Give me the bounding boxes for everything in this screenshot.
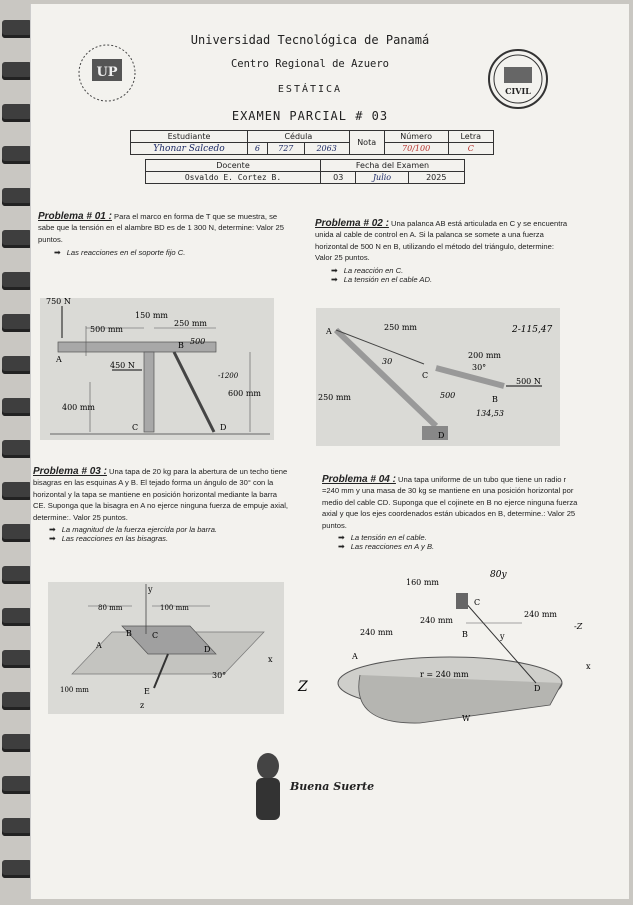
problem-1-title: Problema # 01 : [38, 211, 112, 222]
cedula-part-2: 727 [267, 143, 304, 155]
exam-day: 03 [321, 172, 356, 184]
utp-logo [66, 42, 148, 104]
roof-hatch-diagram [48, 582, 284, 714]
fig2-dim-250b: 250 mm [318, 393, 351, 402]
problem-3-title: Problema # 03 : [33, 466, 107, 477]
fig2-label-d: D [438, 431, 445, 440]
exam-title: EXAMEN PARCIAL # 03 [231, 109, 389, 123]
fig4-axis-x: x [586, 662, 591, 671]
fig4-dim-240-left: 240 mm [360, 628, 393, 637]
teacher-name: Osvaldo E. Cortez B. [146, 172, 321, 184]
problem-4-bullet-2: ➡ Las reacciones en A y B. [338, 542, 580, 551]
fig4-minus-z: -Z [574, 622, 583, 631]
exam-year: 2025 [408, 172, 464, 184]
fig2-label-b: B [492, 395, 498, 404]
t-frame-diagram [40, 298, 274, 440]
fig2-dim-250a: 250 mm [384, 323, 417, 332]
exam-month: Julio [356, 172, 408, 184]
fig3-label-e: E [144, 687, 150, 696]
fig4-weight: W [462, 714, 471, 723]
fig4-dim-240-mid: 240 mm [420, 616, 453, 625]
grade-number: 70/100 [384, 143, 448, 155]
fig1-label-c: C [132, 423, 139, 432]
fig4-z-handwritten: Z [298, 679, 308, 695]
problem-4-title: Problema # 04 : [322, 474, 396, 485]
problem-1-text: Para el marco en forma de T que se muestra, se sabe que la tensión en el alambre BD es de 1 300 N, determine: Valor 25 puntos. [38, 212, 284, 244]
student-name: Yhonar Salcedo [131, 143, 248, 155]
fig3-dim-100b: 100 mm [60, 686, 89, 694]
fig1-force-750: 750 N [46, 298, 71, 306]
pipe-lid-diagram [290, 565, 600, 725]
fig3-axis-z: z [140, 701, 145, 710]
grade-letter: C [448, 143, 493, 155]
problem-4-bullet-1: ➡ La tensión en el cable. [338, 533, 580, 542]
problem-1-bullet-1: ➡ Las reacciones en el soporte fijo C. [54, 248, 293, 257]
fig3-angle-30: 30° [212, 671, 227, 680]
fig4-note-80y: 80y [490, 570, 507, 580]
fig2-label-a: A [326, 327, 332, 336]
university-title: Universidad Tecnológica de Panamá [190, 33, 430, 47]
grade-total: 100 [414, 144, 431, 153]
subject-title: ESTÁTICA [277, 84, 343, 95]
fig1-label-d: D [220, 423, 227, 432]
fig4-label-a: A [352, 652, 358, 661]
problem-1 [38, 211, 293, 257]
fig3-dim-100: 100 mm [160, 604, 189, 612]
fig2-force-500: 500 N [516, 377, 541, 386]
figure-problem-1 [40, 298, 274, 440]
fig2-note-115: 2-115,47 [512, 325, 553, 335]
lever-diagram [316, 308, 560, 446]
fig1-note-1200: -1200 [218, 372, 239, 380]
label-student: Estudiante [131, 131, 248, 143]
fig2-angle-30: 30° [472, 363, 487, 372]
cedula-part-1: 6 [248, 143, 268, 155]
fig4-label-b: B [462, 630, 468, 639]
civil-logo [486, 47, 550, 111]
footer-text: Buena Suerte [290, 780, 375, 793]
problem-3 [33, 466, 291, 543]
fig3-label-b: B [126, 629, 132, 638]
student-info-table [130, 130, 494, 155]
label-docente: Docente [146, 160, 321, 172]
problem-3-text: Una tapa de 20 kg para la abertura de un techo tiene bisagras en las esquinas A y B. El tejado forma un ángulo de 30° con la horizontal y la tapa se mantiene en posición horizontal mediante la barra CE. Suponga que la bisagra en A no ejerce ninguna fuerza de empuje axial, determine:. Valor 25 puntos. [33, 467, 288, 522]
fig4-axis-y: y [500, 632, 505, 641]
figure-problem-2 [316, 308, 560, 446]
fig2-dim-200: 200 mm [468, 351, 501, 360]
fig3-label-d: D [204, 645, 211, 654]
fig4-dim-240-right: 240 mm [524, 610, 557, 619]
label-numero: Número [384, 131, 448, 143]
fig1-label-b: B [178, 341, 184, 350]
svg-text:CIVIL: CIVIL [505, 86, 531, 96]
label-cedula: Cédula [248, 131, 350, 143]
label-letra: Letra [448, 131, 493, 143]
problem-2-bullet-2: ➡ La tensión en el cable AD. [331, 275, 570, 284]
fig1-dim-600: 600 mm [228, 389, 261, 398]
label-nota: Nota [349, 131, 384, 155]
fig3-axis-y: y [148, 585, 153, 594]
figure-problem-3 [48, 582, 284, 714]
problem-4 [322, 474, 580, 551]
fig4-dim-160: 160 mm [406, 578, 439, 587]
fig3-label-a: A [96, 641, 102, 650]
fig1-dim-250: 250 mm [174, 319, 207, 328]
label-fecha: Fecha del Examen [321, 160, 465, 172]
fig1-dim-500: 500 mm [90, 325, 123, 334]
problem-3-bullet-1: ➡ La magnitud de la fuerza ejercida por la barra. [49, 525, 291, 534]
svg-text:UP: UP [96, 65, 118, 80]
fig4-label-d: D [534, 684, 541, 693]
einstein-figure [250, 748, 286, 824]
fig1-dim-150: 150 mm [135, 311, 168, 320]
fig2-note-134: 134,53 [476, 409, 504, 418]
center-title: Centro Regional de Azuero [230, 58, 390, 70]
cedula-part-3: 2063 [304, 143, 349, 155]
problem-2 [315, 218, 570, 284]
problem-4-text: Una tapa uniforme de un tubo que tiene un radio r =240 mm y una masa de 30 kg se mantiene en una posición horizontal por medio del cable CD. Suponga que el cojinete en B no ejerce ninguna fuerza axial y que los ejes coordenados están ubicados en B, determine.: Valor 25 puntos. [322, 475, 578, 530]
problem-3-bullet-2: ➡ Las reacciones en las bisagras. [49, 534, 291, 543]
fig1-note-500: 500 [190, 337, 206, 346]
fig4-radius: r = 240 mm [420, 670, 469, 679]
fig1-dim-400: 400 mm [62, 403, 95, 412]
problem-2-bullet-1: ➡ La reacción en C. [331, 266, 570, 275]
problem-2-text: Una palanca AB está articulada en C y se encuentra unida al cable de control en A. Si la palanca se somete a una fuerza horizontal de 500 N en B, utilizando el método del triángulo, determine: Valor 25 puntos. [315, 219, 568, 263]
fig2-note-30: 30 [382, 357, 393, 366]
fig1-force-450: 450 N [110, 361, 135, 370]
fig2-note-500: 500 [440, 391, 456, 400]
problem-2-title: Problema # 02 : [315, 218, 389, 229]
fig3-axis-x: x [268, 655, 273, 664]
fig2-label-c: C [422, 371, 429, 380]
fig3-dim-80: 80 mm [98, 604, 123, 612]
fig1-label-a: A [56, 355, 62, 364]
fig4-label-c: C [474, 598, 481, 607]
teacher-info-table [145, 159, 465, 184]
fig3-label-c: C [152, 631, 159, 640]
grade-value: 70 [402, 144, 413, 153]
figure-problem-4 [290, 565, 600, 725]
